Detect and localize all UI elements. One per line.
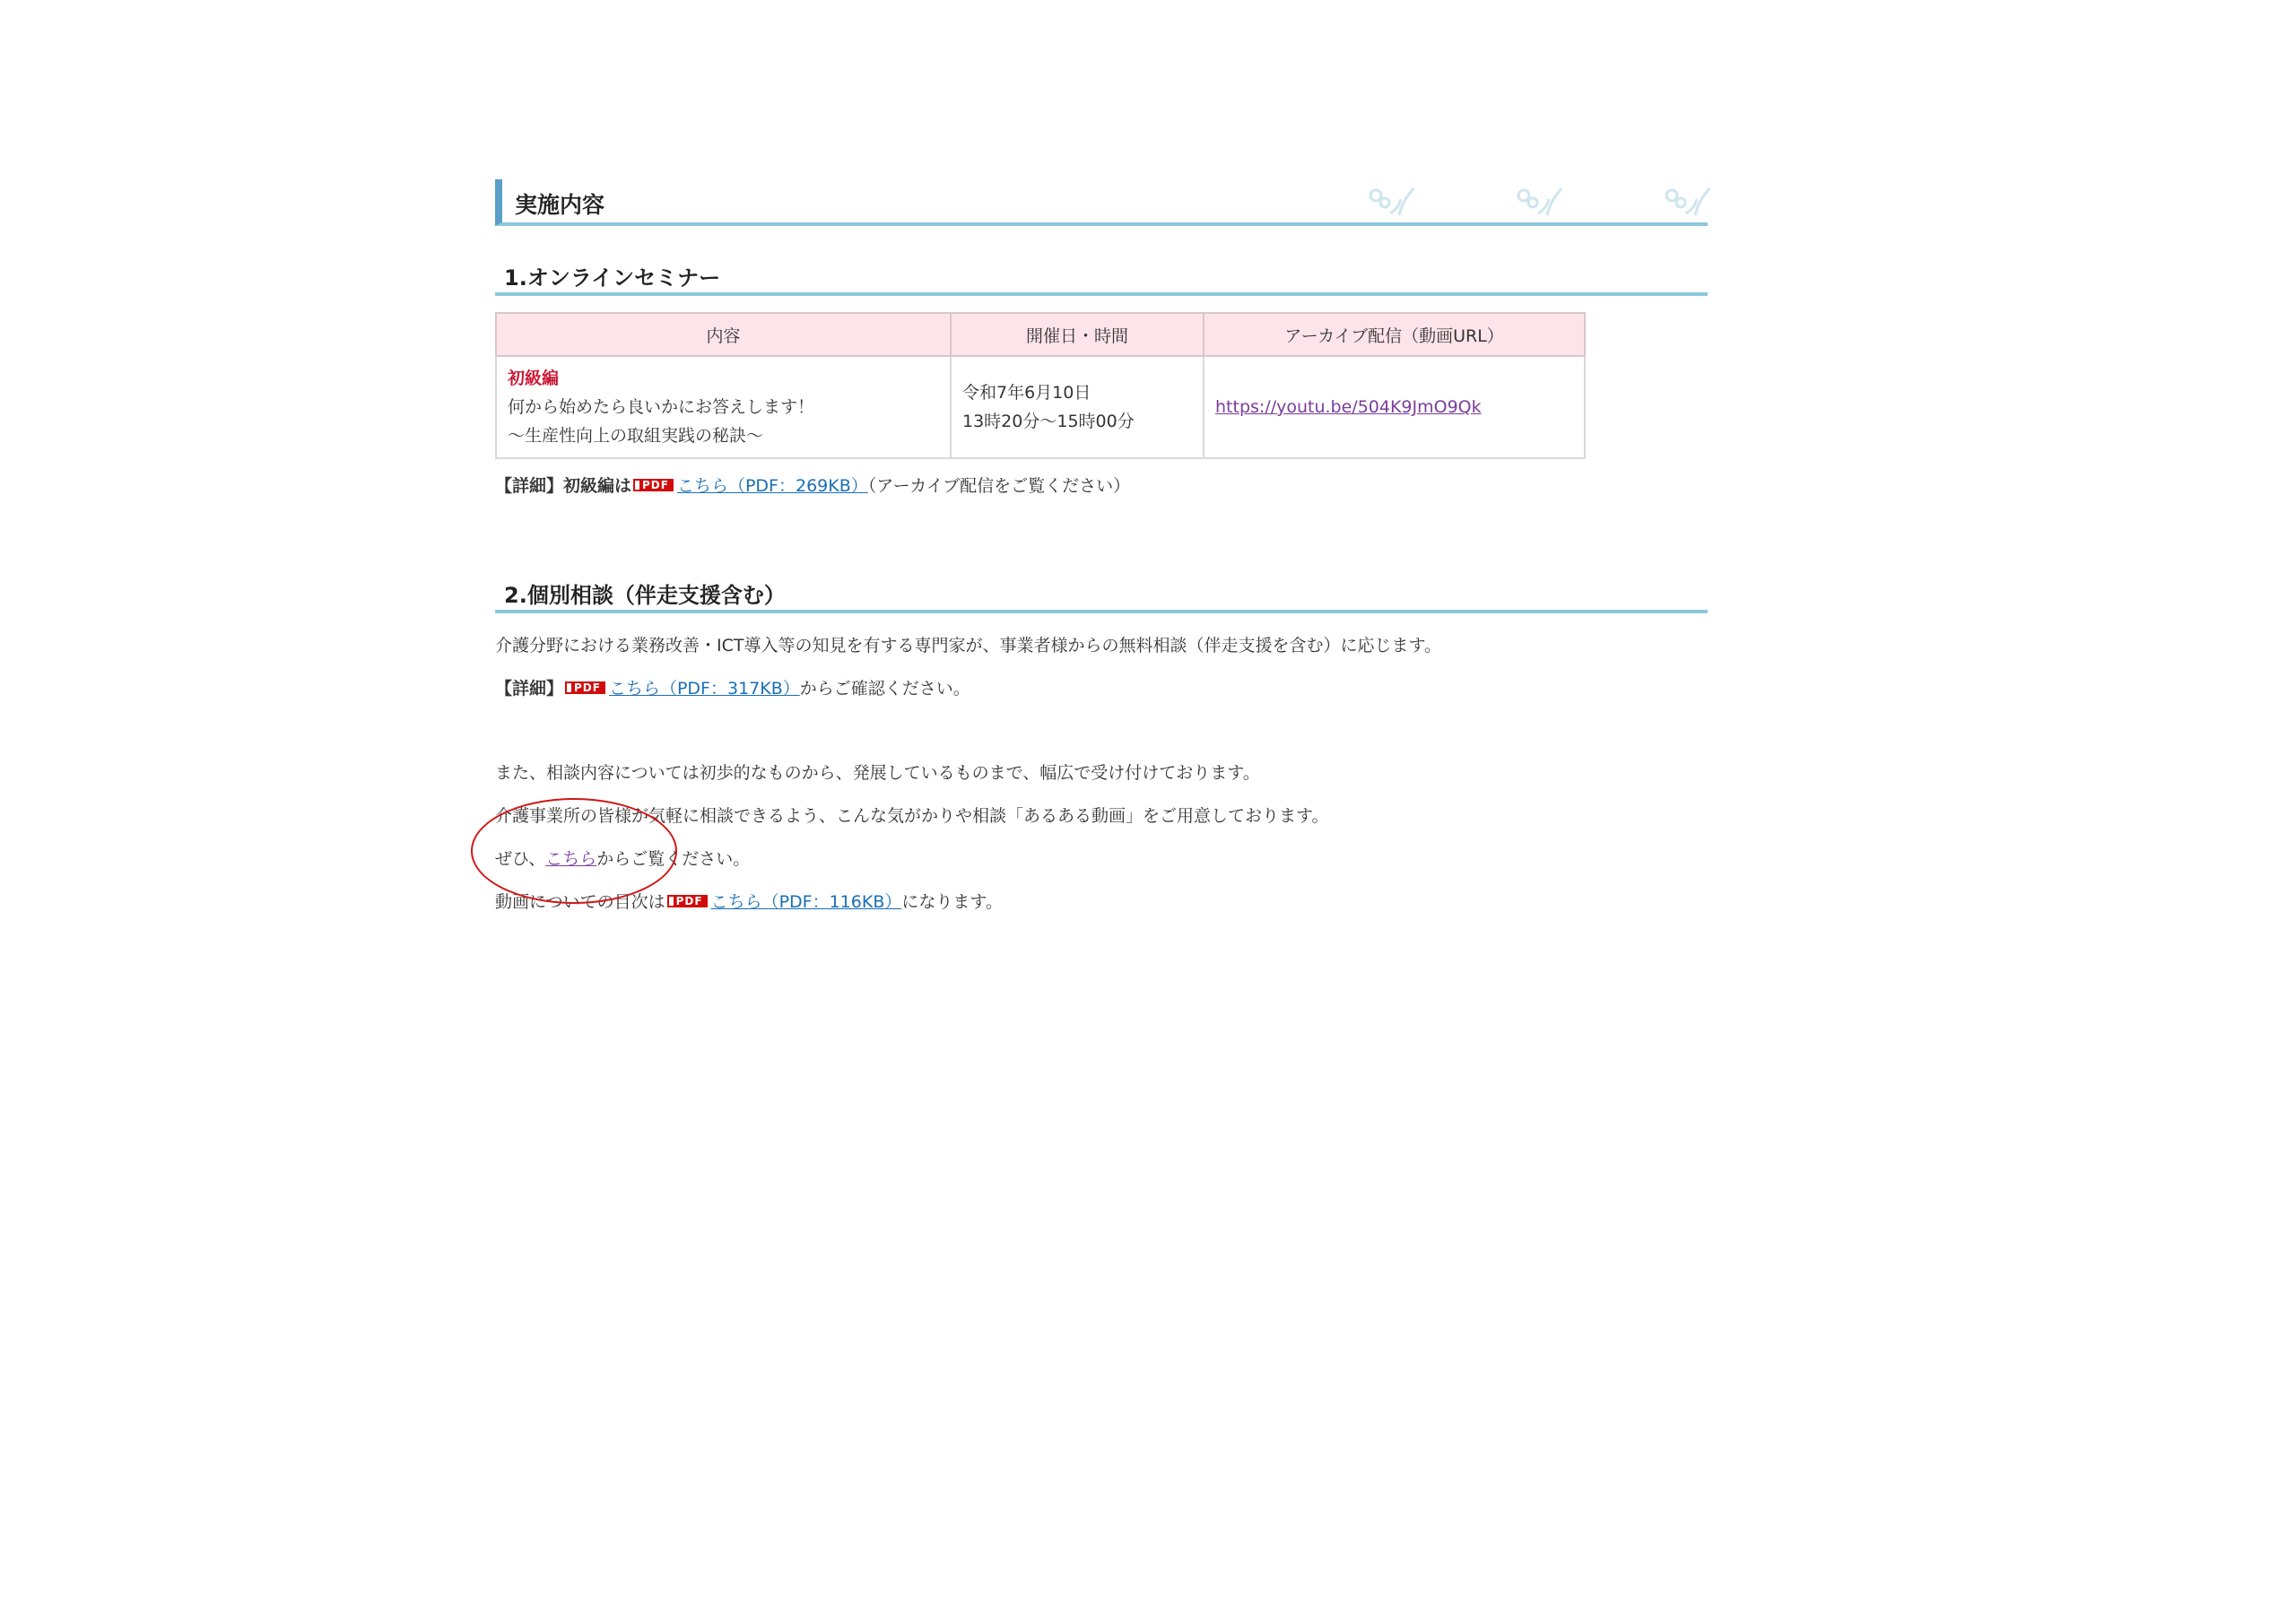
seminar-heading <box>495 251 1708 296</box>
toc-prefix: 動画についての目次は <box>495 892 665 912</box>
seminar-detail <box>495 473 1708 499</box>
consult-heading-text: 2.個別相談（伴走支援含む） <box>504 583 786 608</box>
table-row <box>496 356 1585 458</box>
watch-suffix: からご覧ください。 <box>596 849 751 869</box>
consult-para-range: また、相談内容については初歩的なものから、発展しているものまで、幅広で受け付けております。 <box>495 763 1260 783</box>
table-header: 内容 <box>496 313 951 356</box>
seminar-time: 13時20分～15時00分 <box>962 412 1135 431</box>
table-cell-datetime <box>951 356 1204 458</box>
detail-suffix: （アーカイブ配信をご覧ください） <box>867 476 1131 496</box>
main-content <box>495 179 1708 915</box>
consult-detail <box>495 676 1708 701</box>
toc-pdf-link[interactable]: こちら（PDF：116KB） <box>710 892 902 912</box>
seminar-table <box>495 312 1586 459</box>
consult-description: 介護分野における業務改善・ICT導入等の知見を有する専門家が、事業者様からの無料相談（伴走支援を含む）に応じます。 <box>495 636 1441 655</box>
consult-pdf-link[interactable]: こちら（PDF：317KB） <box>608 679 800 699</box>
toc-suffix: になります。 <box>901 892 1003 912</box>
seminar-date: 令和7年6月10日 <box>962 383 1091 403</box>
watch-prefix: ぜひ、 <box>495 849 546 869</box>
table-header: アーカイブ配信（動画URL） <box>1204 313 1585 356</box>
consult-para-toc <box>495 890 1708 915</box>
pdf-icon: PDF <box>667 895 708 907</box>
section-title-text: 実施内容 <box>515 192 605 218</box>
archive-video-link[interactable]: https://youtu.be/504K9JmO9Qk <box>1215 397 1482 417</box>
consult-heading <box>495 568 1708 613</box>
seminar-heading-text: 1.オンラインセミナー <box>504 265 721 291</box>
seminar-pdf-link[interactable]: こちら（PDF：269KB） <box>676 476 868 496</box>
seminar-level: 初級編 <box>508 369 560 388</box>
pdf-icon: PDF <box>633 479 674 491</box>
annotation-circle <box>471 798 677 904</box>
table-cell-url <box>1204 356 1585 458</box>
consult-para-videos: 介護事業所の皆様が気軽に相談できるよう、こんな気がかりや相談「あるある動画」をご用意しております。 <box>495 806 1329 826</box>
table-header-row <box>496 313 1585 356</box>
leaf-decoration-icon <box>1511 183 1565 219</box>
pdf-icon: PDF <box>565 681 605 694</box>
detail-label: 【詳細】初級編は <box>495 476 632 496</box>
table-header: 開催日・時間 <box>951 313 1204 356</box>
table-cell-content <box>496 356 951 458</box>
leaf-decoration-icon <box>1363 183 1417 219</box>
seminar-title-line: 何から始めたら良いかにお答えします！ <box>508 397 815 417</box>
leaf-decoration-icon <box>1659 183 1713 219</box>
detail-label: 【詳細】 <box>495 679 564 699</box>
detail-suffix: からご確認ください。 <box>799 679 970 699</box>
seminar-subtitle-line: ～生産性向上の取組実践の秘訣～ <box>508 426 764 446</box>
videos-link[interactable]: こちら <box>545 849 597 869</box>
section-title <box>495 179 1708 226</box>
